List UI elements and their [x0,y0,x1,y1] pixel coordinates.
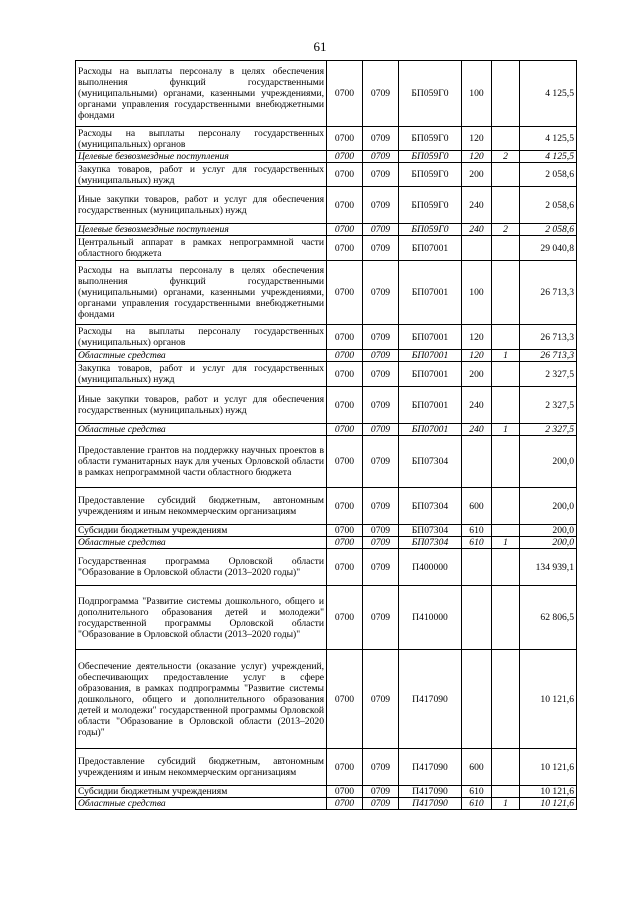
subsection-code: 0709 [363,436,399,488]
expense-type-code [462,586,492,650]
table-row [76,537,577,549]
amount: 2 058,6 [520,187,577,224]
page-number: 61 [313,39,327,54]
expense-type-code: 240 [462,187,492,224]
funding-source-code: 2 [492,151,520,163]
table-row [76,187,577,224]
amount: 4 125,5 [520,151,577,163]
table-row [76,350,577,362]
expense-type-code [462,549,492,586]
funding-source-code [492,436,520,488]
funding-source-code [492,163,520,187]
amount: 10 121,6 [520,798,577,810]
subsection-code: 0709 [363,537,399,549]
item-name: Центральный аппарат в рамках непрограммной части областного бюджета [76,236,327,261]
table-row [76,786,577,798]
expense-type-code: 610 [462,537,492,549]
section-code: 0700 [327,387,363,424]
section-code: 0700 [327,224,363,236]
item-name: Областные средства [76,537,327,549]
subsection-code: 0709 [363,798,399,810]
table-row [76,236,577,261]
funding-source-code [492,525,520,537]
expense-type-code: 600 [462,488,492,525]
section-code: 0700 [327,61,363,127]
section-code: 0700 [327,127,363,151]
expense-type-code: 120 [462,325,492,350]
funding-source-code [492,236,520,261]
subsection-code: 0709 [363,650,399,749]
expense-type-code [462,236,492,261]
item-name: Целевые безвозмездные поступления [76,151,327,163]
amount: 2 327,5 [520,387,577,424]
expense-type-code [462,436,492,488]
table-body [76,61,577,810]
amount: 4 125,5 [520,127,577,151]
table-row [76,362,577,387]
target-article-code: БП07001 [399,236,462,261]
amount: 200,0 [520,537,577,549]
table-row [76,151,577,163]
section-code: 0700 [327,163,363,187]
section-code: 0700 [327,261,363,325]
item-name: Расходы на выплаты персоналу государственных (муниципальных) органов [76,325,327,350]
table-row [76,798,577,810]
table-row [76,224,577,236]
funding-source-code [492,488,520,525]
table-row [76,650,577,749]
expense-type-code: 100 [462,61,492,127]
amount: 134 939,1 [520,549,577,586]
table-row [76,387,577,424]
item-name: Расходы на выплаты персоналу в целях обеспечения выполнения функций государственными (муниципальными) органами, казенными учреждениями, органами управления государственными внебюджетными фондами [76,61,327,127]
subsection-code: 0709 [363,424,399,436]
item-name: Целевые безвозмездные поступления [76,224,327,236]
amount: 29 040,8 [520,236,577,261]
amount: 2 327,5 [520,424,577,436]
subsection-code: 0709 [363,224,399,236]
subsection-code: 0709 [363,387,399,424]
section-code: 0700 [327,798,363,810]
funding-source-code [492,786,520,798]
target-article-code: БП07001 [399,350,462,362]
target-article-code: П417090 [399,749,462,786]
item-name: Иные закупки товаров, работ и услуг для обеспечения государственных (муниципальных) нужд [76,187,327,224]
subsection-code: 0709 [363,549,399,586]
amount: 2 327,5 [520,362,577,387]
funding-source-code [492,549,520,586]
item-name: Расходы на выплаты персоналу государственных (муниципальных) органов [76,127,327,151]
subsection-code: 0709 [363,151,399,163]
item-name: Обеспечение деятельности (оказание услуг) учреждений, обеспечивающих предоставление услуг в сфере образования, в рамках подпрограммы "Развитие системы дошкольного, общего и дополнительного образования детей и молодежи" государственной программы Орловской области "Образование в Орловской области (2013–2020 годы)" [76,650,327,749]
target-article-code: БП07304 [399,436,462,488]
funding-source-code [492,749,520,786]
funding-source-code [492,387,520,424]
target-article-code: БП059Г0 [399,127,462,151]
item-name: Иные закупки товаров, работ и услуг для обеспечения государственных (муниципальных) нужд [76,387,327,424]
funding-source-code [492,650,520,749]
expense-type-code: 610 [462,786,492,798]
expense-type-code: 240 [462,224,492,236]
expense-type-code: 120 [462,350,492,362]
funding-source-code: 1 [492,424,520,436]
item-name: Предоставление грантов на поддержку научных проектов в области гуманитарных наук для ученых Орловской области в рамках непрограммной части областного бюджета [76,436,327,488]
table-row [76,127,577,151]
funding-source-code: 2 [492,224,520,236]
funding-source-code [492,127,520,151]
item-name: Субсидии бюджетным учреждениям [76,786,327,798]
table-row [76,61,577,127]
expense-type-code: 100 [462,261,492,325]
section-code: 0700 [327,325,363,350]
target-article-code: БП07304 [399,537,462,549]
section-code: 0700 [327,749,363,786]
subsection-code: 0709 [363,786,399,798]
section-code: 0700 [327,650,363,749]
section-code: 0700 [327,525,363,537]
subsection-code: 0709 [363,187,399,224]
amount: 62 806,5 [520,586,577,650]
amount: 26 713,3 [520,261,577,325]
subsection-code: 0709 [363,525,399,537]
funding-source-code: 1 [492,798,520,810]
funding-source-code: 1 [492,537,520,549]
target-article-code: П417090 [399,786,462,798]
subsection-code: 0709 [363,261,399,325]
item-name: Закупка товаров, работ и услуг для государственных (муниципальных) нужд [76,163,327,187]
subsection-code: 0709 [363,586,399,650]
funding-source-code [492,325,520,350]
target-article-code: БП07001 [399,362,462,387]
funding-source-code [492,586,520,650]
section-code: 0700 [327,549,363,586]
subsection-code: 0709 [363,362,399,387]
expense-type-code: 240 [462,424,492,436]
section-code: 0700 [327,362,363,387]
target-article-code: БП07001 [399,261,462,325]
item-name: Закупка товаров, работ и услуг для государственных (муниципальных) нужд [76,362,327,387]
expense-type-code: 200 [462,362,492,387]
expense-type-code: 200 [462,163,492,187]
section-code: 0700 [327,350,363,362]
table-row [76,586,577,650]
funding-source-code: 1 [492,350,520,362]
subsection-code: 0709 [363,488,399,525]
target-article-code: БП059Г0 [399,187,462,224]
target-article-code: БП07001 [399,325,462,350]
section-code: 0700 [327,436,363,488]
section-code: 0700 [327,424,363,436]
table-row [76,525,577,537]
amount: 200,0 [520,525,577,537]
subsection-code: 0709 [363,325,399,350]
table-row [76,549,577,586]
table-row [76,488,577,525]
funding-source-code [492,61,520,127]
section-code: 0700 [327,786,363,798]
target-article-code: БП07304 [399,488,462,525]
target-article-code: БП059Г0 [399,61,462,127]
subsection-code: 0709 [363,350,399,362]
item-name: Областные средства [76,424,327,436]
amount: 10 121,6 [520,650,577,749]
amount: 10 121,6 [520,749,577,786]
target-article-code: П417090 [399,650,462,749]
item-name: Предоставление субсидий бюджетным, автономным учреждениям и иным некоммерческим организациям [76,488,327,525]
expense-type-code [462,650,492,749]
item-name: Подпрограмма "Развитие системы дошкольного, общего и дополнительного образования детей и молодежи" государственной программы Орловской области "Образование в Орловской области (2013–2020 годы)" [76,586,327,650]
funding-source-code [492,187,520,224]
item-name: Предоставление субсидий бюджетным, автономным учреждениям и иным некоммерческим организациям [76,749,327,786]
amount: 200,0 [520,488,577,525]
target-article-code: БП059Г0 [399,224,462,236]
expense-type-code: 120 [462,127,492,151]
table-row [76,163,577,187]
funding-source-code [492,362,520,387]
target-article-code: БП07001 [399,387,462,424]
amount: 2 058,6 [520,163,577,187]
expense-type-code: 120 [462,151,492,163]
amount: 26 713,3 [520,325,577,350]
subsection-code: 0709 [363,236,399,261]
target-article-code: БП059Г0 [399,151,462,163]
section-code: 0700 [327,488,363,525]
amount: 200,0 [520,436,577,488]
target-article-code: П417090 [399,798,462,810]
target-article-code: БП07001 [399,424,462,436]
table-row [76,436,577,488]
section-code: 0700 [327,586,363,650]
section-code: 0700 [327,236,363,261]
section-code: 0700 [327,537,363,549]
item-name: Субсидии бюджетным учреждениям [76,525,327,537]
item-name: Областные средства [76,350,327,362]
table-row [76,424,577,436]
amount: 26 713,3 [520,350,577,362]
amount: 2 058,6 [520,224,577,236]
amount: 4 125,5 [520,61,577,127]
section-code: 0700 [327,187,363,224]
expense-type-code: 610 [462,525,492,537]
table-row [76,749,577,786]
target-article-code: БП059Г0 [399,163,462,187]
table-row [76,261,577,325]
target-article-code: П400000 [399,549,462,586]
section-code: 0700 [327,151,363,163]
amount: 10 121,6 [520,786,577,798]
table-row [76,325,577,350]
budget-table [75,60,577,810]
target-article-code: БП07304 [399,525,462,537]
subsection-code: 0709 [363,749,399,786]
expense-type-code: 610 [462,798,492,810]
item-name: Областные средства [76,798,327,810]
item-name: Государственная программа Орловской области "Образование в Орловской области (2013–2020 годы)" [76,549,327,586]
expense-type-code: 240 [462,387,492,424]
funding-source-code [492,261,520,325]
subsection-code: 0709 [363,61,399,127]
subsection-code: 0709 [363,163,399,187]
expense-type-code: 600 [462,749,492,786]
target-article-code: П410000 [399,586,462,650]
subsection-code: 0709 [363,127,399,151]
item-name: Расходы на выплаты персоналу в целях обеспечения выполнения функций государственными (муниципальными) органами, казенными учреждениями, органами управления государственными внебюджетными фондами [76,261,327,325]
